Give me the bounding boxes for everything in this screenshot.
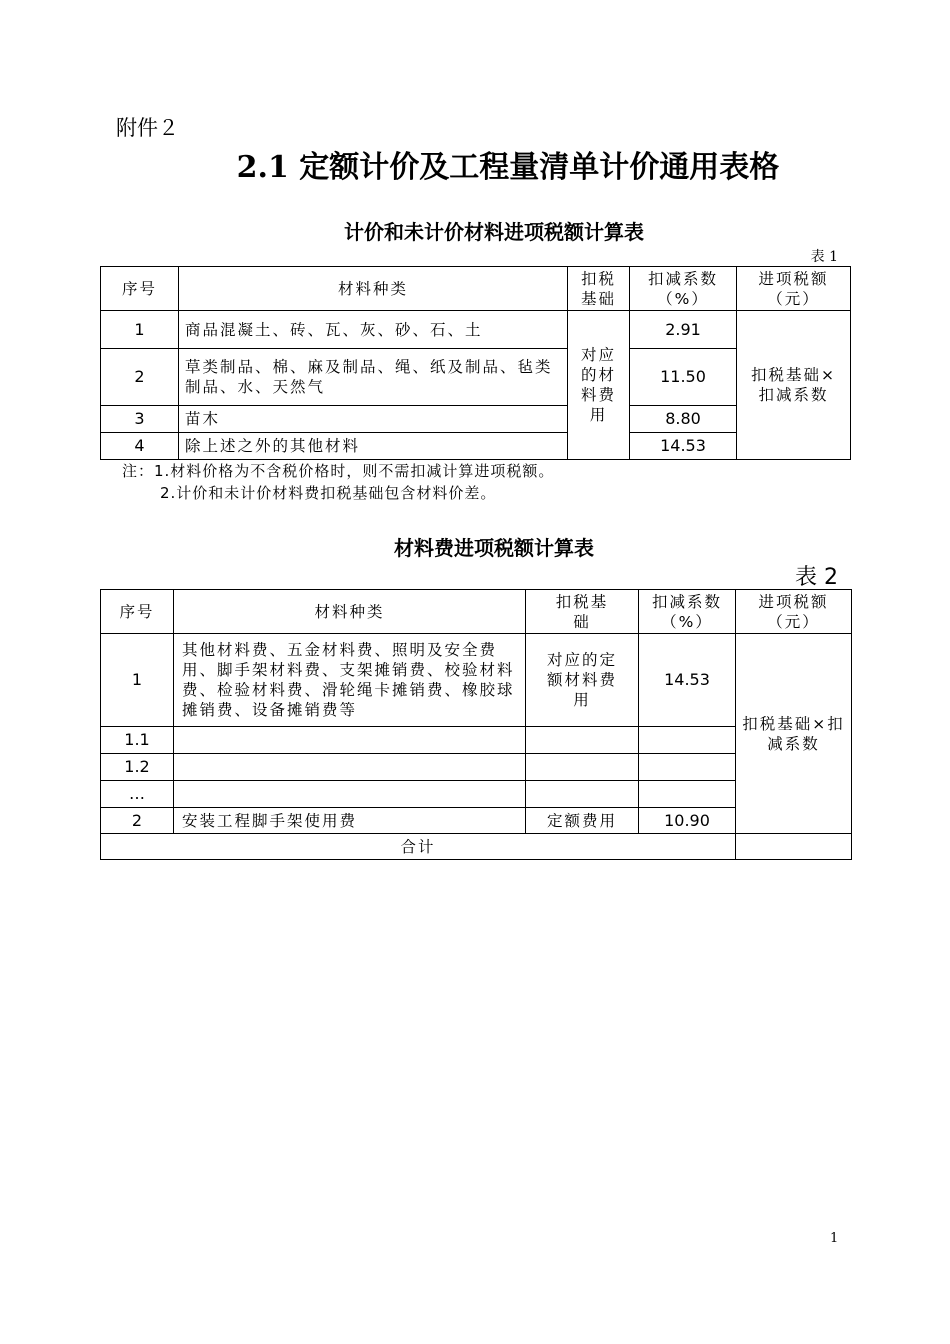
table1-seq: 1: [101, 311, 179, 349]
table2-header-row: [101, 590, 852, 634]
table1-seq: 3: [101, 406, 179, 433]
table-row: [101, 634, 852, 727]
table2-material: [174, 727, 526, 754]
table1-header-material: 材料种类: [179, 267, 568, 311]
table2-coef: [639, 754, 736, 781]
table2-material: [174, 781, 526, 808]
table2-coef: 10.90: [639, 808, 736, 834]
table1-header-coef: 扣减系数（%）: [630, 267, 737, 311]
table2-seq: 1.2: [101, 754, 174, 781]
table1-header-row: [101, 267, 851, 311]
table2-coef: [639, 781, 736, 808]
table2-tax-base: [526, 754, 639, 781]
table2-total-label: 合计: [101, 834, 736, 860]
table1-header-seq: 序号: [101, 267, 179, 311]
table1-material: 苗木: [179, 406, 568, 433]
table1-material: 除上述之外的其他材料: [179, 433, 568, 460]
table2-header-tax-base: 扣税基础: [526, 590, 639, 634]
table1-title: 计价和未计价材料进项税额计算表: [344, 220, 644, 244]
table2-tax-base: [526, 781, 639, 808]
table2-seq: 1: [101, 634, 174, 727]
table1: [100, 266, 851, 460]
table2-header-coef: 扣减系数（%）: [639, 590, 736, 634]
table2-seq: 1.1: [101, 727, 174, 754]
table1-coef: 11.50: [630, 349, 737, 406]
table1-note-2: 2.计价和未计价材料费扣税基础包含材料价差。: [160, 484, 497, 502]
table1-note-1: 注：1.材料价格为不含税价格时，则不需扣减计算进项税额。: [122, 462, 555, 480]
table1-tax-base: 对应的材料费用: [568, 311, 630, 460]
table1-coef: 2.91: [630, 311, 737, 349]
table2-material: 安装工程脚手架使用费: [174, 808, 526, 834]
table2-tax-base: 定额费用: [526, 808, 639, 834]
table1-seq: 2: [101, 349, 179, 406]
page-title: 2.1 定额计价及工程量清单计价通用表格: [236, 150, 780, 185]
table2: [100, 589, 852, 860]
attachment-label: 附件２: [116, 116, 179, 140]
table2-coef: [639, 727, 736, 754]
table2-title: 材料费进项税额计算表: [394, 536, 594, 560]
table2-header-tax: 进项税额（元）: [736, 590, 852, 634]
table1-tag: 表 1: [810, 249, 838, 265]
table2-coef: 14.53: [639, 634, 736, 727]
table-row: [101, 311, 851, 349]
table1-header-tax-base: 扣税基础: [568, 267, 630, 311]
table1-material: 商品混凝土、砖、瓦、灰、砂、石、土: [179, 311, 568, 349]
table2-tax-formula: 扣税基础×扣减系数: [736, 634, 852, 834]
table2-total-value: [736, 834, 852, 860]
table2-header-material: 材料种类: [174, 590, 526, 634]
table2-total-row: [101, 834, 852, 860]
table2-tax-base: 对应的定额材料费用: [526, 634, 639, 727]
table2-seq: 2: [101, 808, 174, 834]
table1-tax-formula: 扣税基础×扣减系数: [737, 311, 851, 460]
table2-material: 其他材料费、五金材料费、照明及安全费用、脚手架材料费、支架摊销费、校验材料费、检验材料费、滑轮绳卡摊销费、橡胶球摊销费、设备摊销费等: [174, 634, 526, 727]
table1-coef: 14.53: [630, 433, 737, 460]
table2-seq: …: [101, 781, 174, 808]
page-number: 1: [830, 1231, 839, 1246]
table2-tax-base: [526, 727, 639, 754]
table1-coef: 8.80: [630, 406, 737, 433]
table1-header-tax: 进项税额（元）: [737, 267, 851, 311]
table2-tag: 表 2: [795, 565, 838, 590]
table2-material: [174, 754, 526, 781]
table1-material: 草类制品、棉、麻及制品、绳、纸及制品、毡类制品、水、天然气: [179, 349, 568, 406]
table2-header-seq: 序号: [101, 590, 174, 634]
table1-seq: 4: [101, 433, 179, 460]
